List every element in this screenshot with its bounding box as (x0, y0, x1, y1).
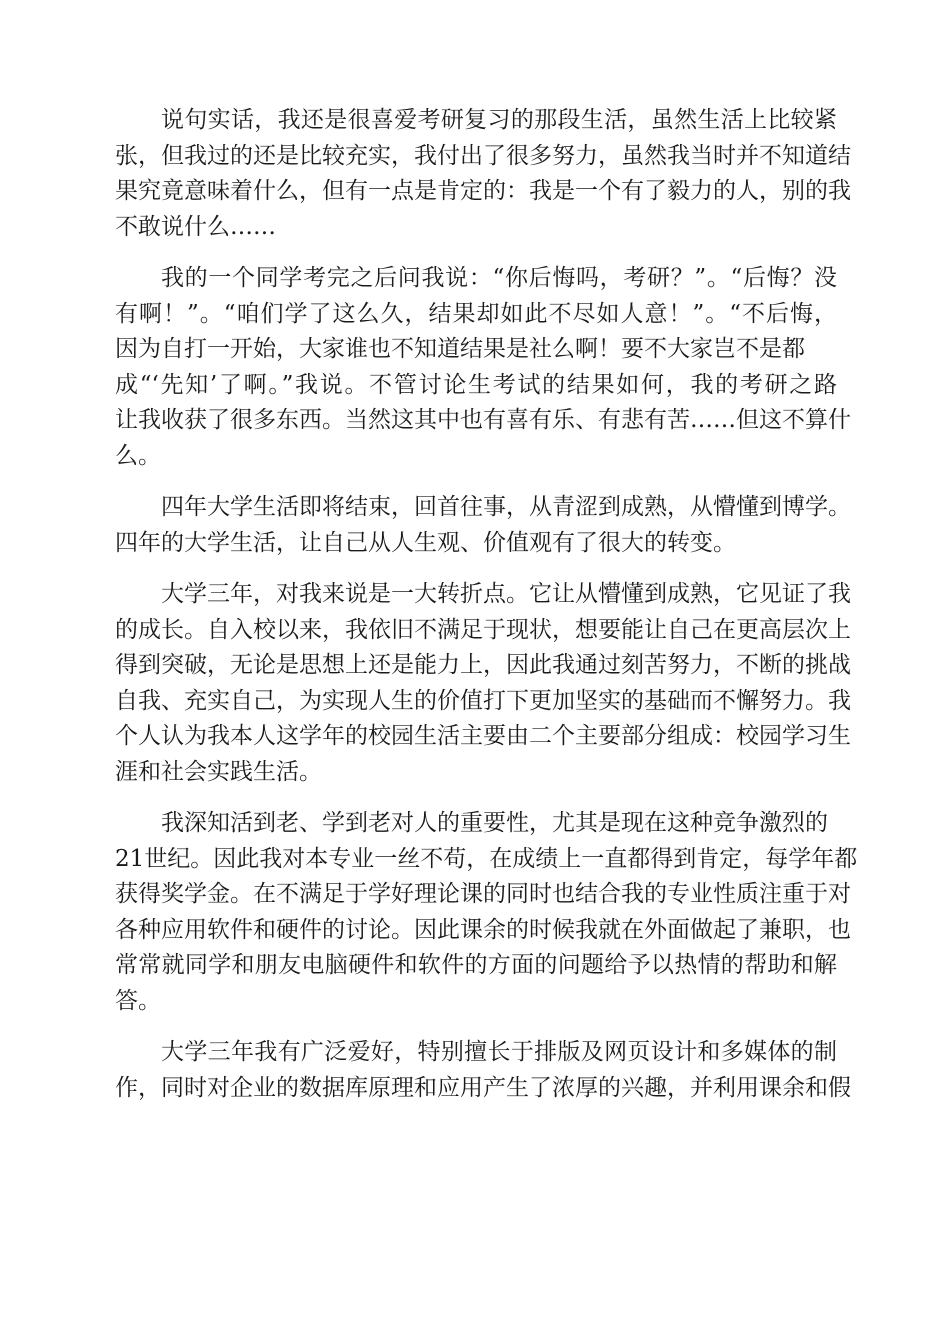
text-line: 得到突破，无论是思想上还是能力上，因此我通过刻苦努力，不断的挑战 (115, 652, 851, 678)
document-body (115, 103, 858, 1122)
text-line: 涯和社会实践生活。 (115, 758, 322, 785)
text-line: 自我、充实自己，为实现人生的价值打下更加坚实的基础而不懈努力。我 (115, 687, 851, 714)
text-line: 四年的大学生活，让自己从人生观、价值观有了很大的转变。 (115, 529, 736, 556)
text-line: 让我收获了很多东西。当然这其中也有喜有乐、有悲有苦……但这不算什 (115, 407, 851, 433)
paragraph-6 (115, 1035, 851, 1106)
text-line: 大学三年我有广泛爱好，特别擅长于排版及网页设计和多媒体的制 (161, 1039, 837, 1065)
text-line: 答。 (115, 987, 161, 1014)
text-line: 成“‘先知’了啊。”我说。不管讨论生考试的结果如何，我的考研之路 (115, 371, 837, 398)
text-line: 我的一个同学考完之后问我说：“你后悔吗，考研？”。“后悔？没 (161, 265, 837, 291)
text-line: 说句实话，我还是很喜爱考研复习的那段生活，虽然生活上比较紧 (161, 107, 837, 133)
paragraph-3 (115, 490, 851, 561)
text-line: 获得奖学金。在不满足于学好理论课的同时也结合我的专业性质注重于对 (115, 881, 851, 907)
text-line: 果究竟意味着什么，但有一点是肯定的：我是一个有了毅力的人，别的我 (115, 178, 851, 204)
text-line: 因为自打一开始，大家谁也不知道结果是社么啊！要不大家岂不是都 (115, 336, 805, 362)
text-line: 大学三年，对我来说是一大转折点。它让从懵懂到成熟，它见证了我 (161, 581, 851, 607)
text-line: 有啊！”。“咱们学了这么久，结果却如此不尽如人意！”。“不后悔， (115, 300, 837, 327)
text-line: 个人认为我本人这学年的校园生活主要由二个主要部分组成：校园学习生 (115, 723, 851, 749)
paragraph-4 (115, 577, 851, 790)
paragraph-1 (115, 103, 851, 245)
paragraph-2 (115, 261, 851, 474)
text-line: 张，但我过的还是比较充实，我付出了很多努力，虽然我当时并不知道结 (115, 142, 851, 169)
text-line: 各种应用软件和硬件的讨论。因此课余的时候我就在外面做起了兼职，也 (115, 916, 851, 943)
text-line: 的成长。自入校以来，我依旧不满足于现状，想要能让自己在更高层次上 (115, 616, 851, 643)
text-line: 我深知活到老、学到老对人的重要性，尤其是现在这种竞争激烈的 (161, 810, 828, 836)
text-line: 21世纪。因此我对本专业一丝不苟，在成绩上一直都得到肯定，每学年都 (115, 845, 858, 872)
text-line: 么。 (115, 442, 161, 469)
text-line: 不敢说什么…… (115, 213, 276, 240)
text-line: 四年大学生活即将结束，回首往事，从青涩到成熟，从懵懂到博学。 (161, 494, 851, 520)
paragraph-5 (115, 806, 858, 1019)
text-line: 作，同时对企业的数据库原理和应用产生了浓厚的兴趣，并利用课余和假 (115, 1074, 851, 1101)
text-line: 常常就同学和朋友电脑硬件和软件的方面的问题给予以热情的帮助和解 (115, 952, 837, 978)
